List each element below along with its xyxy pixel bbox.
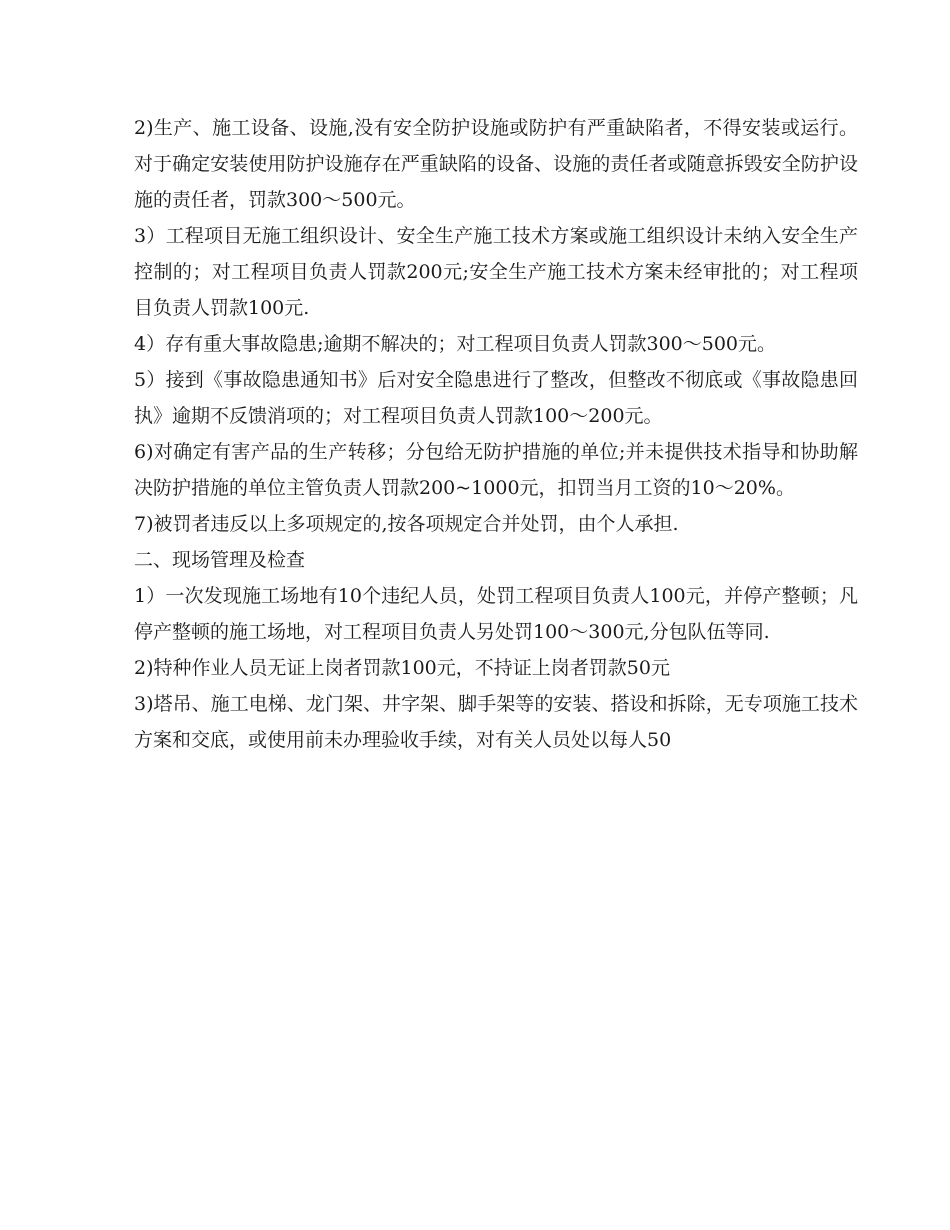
paragraph-violators-site: 1）一次发现施工场地有10个违纪人员，处罚工程项目负责人100元，并停产整顿；凡停产整顿的施工场地，对工程项目负责人另处罚100～300元,分包队伍等同. [134, 585, 858, 643]
section-heading-site-management: 二、现场管理及检查 [134, 549, 306, 571]
paragraph-hazard-notice: 5）接到《事故隐患通知书》后对安全隐患进行了整改，但整改不彻底或《事故隐患回执》逾期不反馈消项的；对工程项目负责人罚款100～200元。 [134, 369, 858, 427]
document-body [134, 110, 858, 758]
paragraph-major-hazard: 4）存有重大事故隐患;逾期不解决的；对工程项目负责人罚款300～500元。 [134, 333, 777, 355]
paragraph-harmful-production: 6)对确定有害产品的生产转移；分包给无防护措施的单位;并未提供技术指导和协助解决防护措施的单位主管负责人罚款200~1000元，扣罚当月工资的10～20%。 [134, 441, 858, 499]
paragraph-crane-installation: 3)塔吊、施工电梯、龙门架、井字架、脚手架等的安装、搭设和拆除，无专项施工技术方案和交底，或使用前未办理验收手续，对有关人员处以每人50 [134, 693, 858, 751]
paragraph-construction-plan: 3）工程项目无施工组织设计、安全生产施工技术方案或施工组织设计未纳入安全生产控制的；对工程项目负责人罚款200元;安全生产施工技术方案未经审批的；对工程项目负责人罚款100元. [134, 225, 858, 319]
paragraph-combined-penalty: 7)被罚者违反以上多项规定的,按各项规定合并处罚，由个人承担. [134, 513, 679, 535]
paragraph-equipment-safety: 2)生产、施工设备、设施,没有安全防护设施或防护有严重缺陷者，不得安装或运行。对于确定安装使用防护设施存在严重缺陷的设备、设施的责任者或随意拆毁安全防护设施的责任者，罚款300～500元。 [134, 117, 858, 211]
paragraph-special-operators: 2)特种作业人员无证上岗者罚款100元，不持证上岗者罚款50元 [134, 657, 670, 679]
